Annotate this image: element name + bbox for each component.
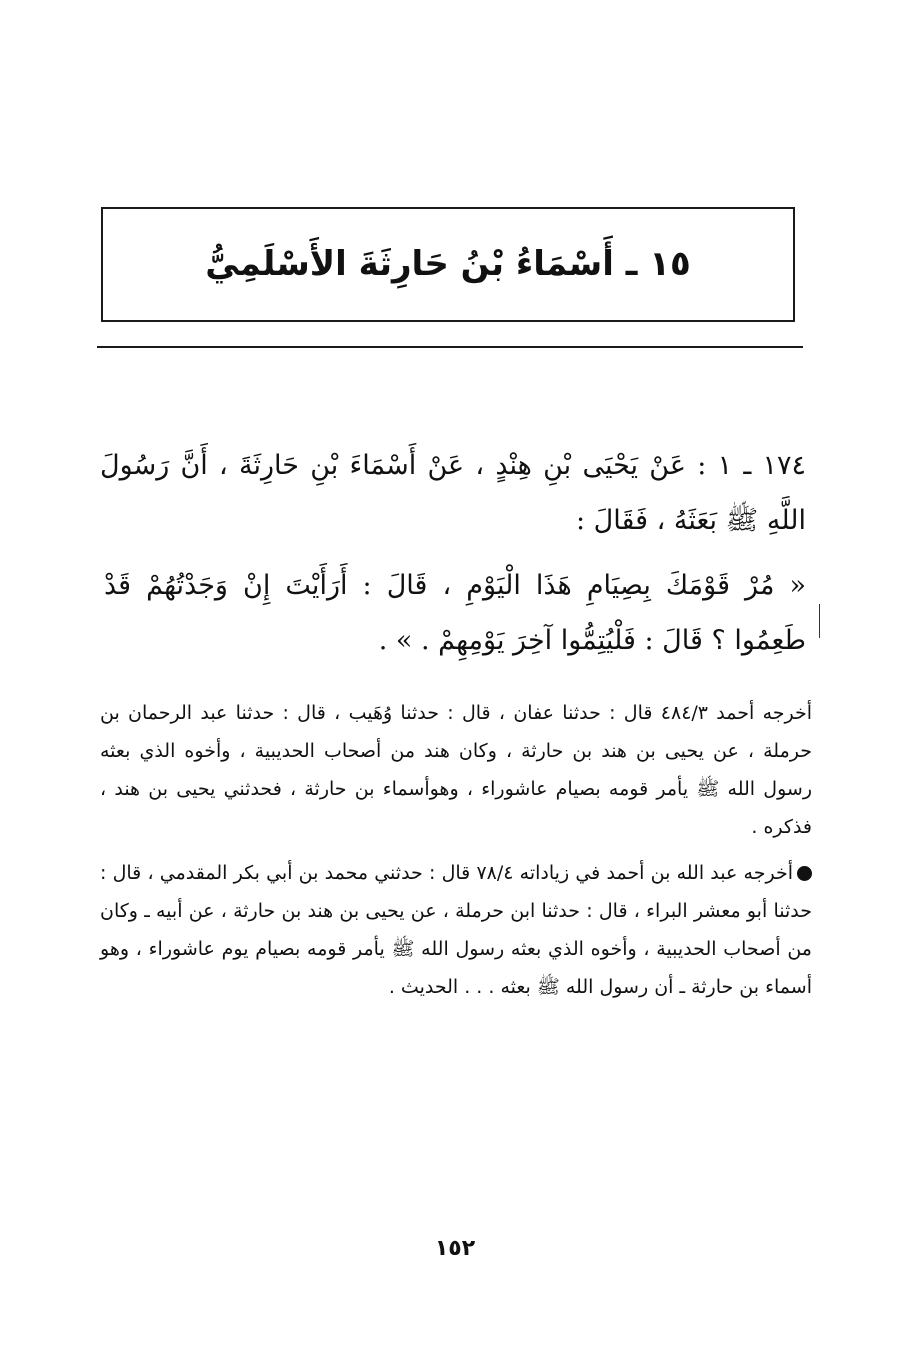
chapter-title-box bbox=[101, 207, 795, 322]
bullet-icon bbox=[797, 866, 812, 881]
takhrij-second-paragraph bbox=[100, 854, 812, 1006]
takhrij-first: أخرجه أحمد ٤٨٤/٣ قال : حدثنا عفان ، قال : حدثنا وُهَيب ، قال : حدثنا عبد الرحمان بن حرملة ، عن يحيى بن هند بن حارثة ، وكان هند من أصحاب الحديبية ، وأخوه الذي بعثه رسول الله ﷺ يأمر قومه بصيام عاشوراء ، وهوأسماء بن حارثة ، فحدثني يحيى بن هند ، فذكره . bbox=[100, 702, 813, 838]
hadith-matn: « مُرْ قَوْمَكَ بِصِيَامِ هَذَا الْيَوْمِ ، قَالَ : أَرَأَيْتَ إِنْ وَجَدْتُهُمْ قَدْ طَعِمُوا ؟ قَالَ : فَلْيُتِمُّوا آخِرَ يَوْمِهِمْ . » . bbox=[104, 570, 806, 656]
hadith-text bbox=[100, 438, 806, 668]
margin-mark bbox=[819, 604, 820, 638]
title-divider bbox=[97, 346, 803, 348]
takhrij-section bbox=[100, 694, 812, 1006]
page-number: ١٥٢ bbox=[434, 1236, 476, 1261]
takhrij-second: أخرجه عبد الله بن أحمد في زياداته ٧٨/٤ قال : حدثني محمد بن أبي بكر المقدمي ، قال : حدثنا أبو معشر البراء ، قال : حدثنا ابن حرملة ، عن يحيى بن هند بن حارثة ، عن أبيه ـ وكان من أصحاب الحديبية ، وأخوه الذي بعثه رسول الله ﷺ يأمر قومه بصيام يوم عاشوراء ، وهو أسماء بن حارثة ـ أن رسول الله ﷺ بعثه . . . الحديث . bbox=[100, 862, 812, 998]
hadith-isnad: ١٧٤ ـ ١ : عَنْ يَحْيَى بْنِ هِنْدٍ ، عَنْ أَسْمَاءَ بْنِ حَارِثَةَ ، أَنَّ رَسُولَ اللَّهِ ﷺ بَعَثَهُ ، فَقَالَ : bbox=[100, 450, 807, 536]
chapter-title: ١٥ ـ أَسْمَاءُ بْنُ حَارِثَةَ الأَسْلَمِيُّ bbox=[205, 244, 691, 285]
